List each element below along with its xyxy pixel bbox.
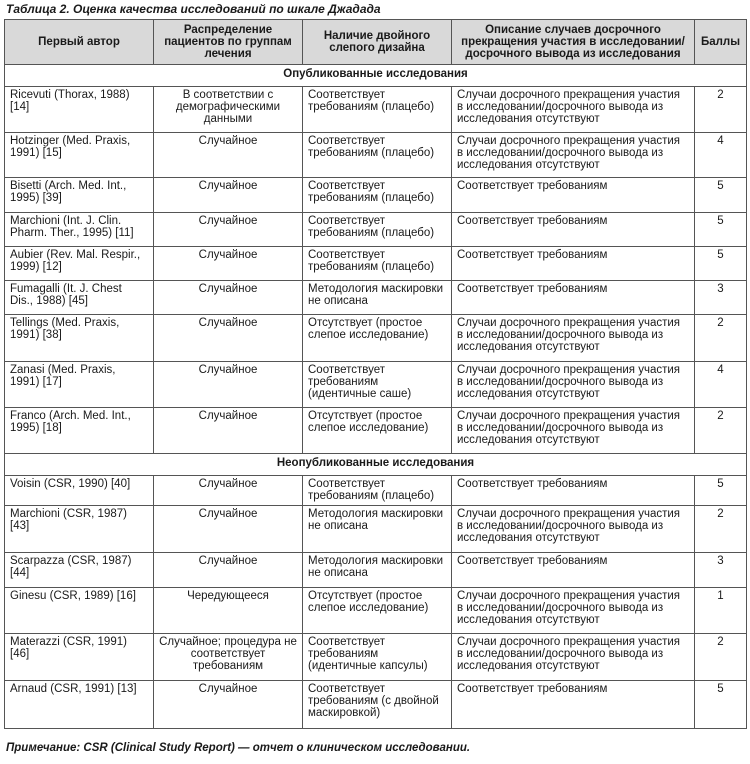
unpublished-section <box>5 454 747 729</box>
cell-author: Franco (Arch. Med. Int., 1995) [18] <box>5 408 154 454</box>
cell-randomization: Случайное <box>154 476 303 506</box>
header-randomization: Распределение пациентов по группам лечения <box>154 20 303 65</box>
cell-score: 2 <box>695 506 747 553</box>
table-row <box>5 87 747 133</box>
cell-randomization: Случайное <box>154 553 303 588</box>
cell-double-blind: Методология маскировки не описана <box>303 506 452 553</box>
cell-author: Ricevuti (Thorax, 1988) [14] <box>5 87 154 133</box>
cell-withdrawals: Случаи досрочного прекращения участия в исследовании/досрочного вывода из исследования отсутствуют <box>452 408 695 454</box>
table-row <box>5 315 747 362</box>
table-row <box>5 247 747 281</box>
cell-author: Bisetti (Arch. Med. Int., 1995) [39] <box>5 178 154 213</box>
cell-double-blind: Отсутствует (простое слепое исследование) <box>303 315 452 362</box>
cell-withdrawals: Случаи досрочного прекращения участия в исследовании/досрочного вывода из исследования отсутствуют <box>452 315 695 362</box>
table-note: Примечание: CSR (Clinical Study Report) — отчет о клиническом исследовании. <box>6 742 471 754</box>
cell-score: 2 <box>695 634 747 681</box>
cell-randomization: Чередующееся <box>154 588 303 634</box>
cell-double-blind: Методология маскировки не описана <box>303 553 452 588</box>
cell-author: Zanasi (Med. Praxis, 1991) [17] <box>5 362 154 408</box>
header-author: Первый автор <box>5 20 154 65</box>
cell-randomization: Случайное <box>154 247 303 281</box>
cell-author: Materazzi (CSR, 1991) [46] <box>5 634 154 681</box>
cell-author: Arnaud (CSR, 1991) [13] <box>5 681 154 729</box>
header-withdrawals: Описание случаев досрочного прекращения участия в исследовании/досрочного вывода из исследования <box>452 20 695 65</box>
cell-randomization: Случайное <box>154 281 303 315</box>
cell-author: Tellings (Med. Praxis, 1991) [38] <box>5 315 154 362</box>
cell-double-blind: Соответствует требованиям (идентичные саше) <box>303 362 452 408</box>
cell-randomization: Случайное <box>154 213 303 247</box>
cell-withdrawals: Соответствует требованиям <box>452 178 695 213</box>
published-section <box>5 65 747 454</box>
cell-randomization: Случайное <box>154 178 303 213</box>
table-row <box>5 133 747 178</box>
cell-score: 5 <box>695 476 747 506</box>
cell-randomization: В соответствии с демографическими данными <box>154 87 303 133</box>
table-row <box>5 362 747 408</box>
jadad-table <box>4 19 747 729</box>
cell-withdrawals: Соответствует требованиям <box>452 247 695 281</box>
cell-score: 4 <box>695 133 747 178</box>
cell-score: 2 <box>695 408 747 454</box>
cell-double-blind: Отсутствует (простое слепое исследование) <box>303 408 452 454</box>
cell-withdrawals: Соответствует требованиям <box>452 553 695 588</box>
header-score: Баллы <box>695 20 747 65</box>
table-row <box>5 634 747 681</box>
table-row <box>5 178 747 213</box>
cell-score: 2 <box>695 315 747 362</box>
table-row <box>5 476 747 506</box>
cell-author: Aubier (Rev. Mal. Respir., 1999) [12] <box>5 247 154 281</box>
cell-score: 3 <box>695 553 747 588</box>
cell-double-blind: Соответствует требованиям (плацебо) <box>303 178 452 213</box>
section-row-published <box>5 65 747 87</box>
cell-score: 5 <box>695 213 747 247</box>
cell-author: Hotzinger (Med. Praxis, 1991) [15] <box>5 133 154 178</box>
cell-double-blind: Отсутствует (простое слепое исследование) <box>303 588 452 634</box>
cell-score: 2 <box>695 87 747 133</box>
table-row <box>5 408 747 454</box>
cell-withdrawals: Случаи досрочного прекращения участия в исследовании/досрочного вывода из исследования отсутствуют <box>452 588 695 634</box>
cell-withdrawals: Соответствует требованиям <box>452 476 695 506</box>
table-row <box>5 506 747 553</box>
cell-double-blind: Соответствует требованиям (плацебо) <box>303 133 452 178</box>
cell-withdrawals: Случаи досрочного прекращения участия в исследовании/досрочного вывода из исследования отсутствуют <box>452 87 695 133</box>
cell-double-blind: Соответствует требованиям (плацебо) <box>303 476 452 506</box>
header-double-blind: Наличие двойного слепого дизайна <box>303 20 452 65</box>
cell-score: 3 <box>695 281 747 315</box>
cell-score: 5 <box>695 681 747 729</box>
cell-withdrawals: Случаи досрочного прекращения участия в исследовании/досрочного вывода из исследования отсутствуют <box>452 634 695 681</box>
cell-double-blind: Соответствует требованиям (плацебо) <box>303 213 452 247</box>
cell-double-blind: Соответствует требованиям (идентичные капсулы) <box>303 634 452 681</box>
cell-randomization: Случайное <box>154 408 303 454</box>
cell-withdrawals: Соответствует требованиям <box>452 681 695 729</box>
cell-author: Voisin (CSR, 1990) [40] <box>5 476 154 506</box>
table-row <box>5 213 747 247</box>
cell-withdrawals: Случаи досрочного прекращения участия в исследовании/досрочного вывода из исследования отсутствуют <box>452 506 695 553</box>
cell-randomization: Случайное; процедура не соответствует требованиям <box>154 634 303 681</box>
cell-author: Marchioni (CSR, 1987) [43] <box>5 506 154 553</box>
table-row <box>5 588 747 634</box>
cell-randomization: Случайное <box>154 681 303 729</box>
cell-score: 1 <box>695 588 747 634</box>
table-row <box>5 281 747 315</box>
table-row <box>5 681 747 729</box>
cell-author: Scarpazza (CSR, 1987) [44] <box>5 553 154 588</box>
cell-double-blind: Соответствует требованиям (плацебо) <box>303 87 452 133</box>
cell-withdrawals: Соответствует требованиям <box>452 281 695 315</box>
table-header-row <box>5 20 747 65</box>
cell-randomization: Случайное <box>154 506 303 553</box>
cell-score: 5 <box>695 178 747 213</box>
cell-double-blind: Методология маскировки не описана <box>303 281 452 315</box>
cell-author: Fumagalli (It. J. Chest Dis., 1988) [45] <box>5 281 154 315</box>
cell-withdrawals: Соответствует требованиям <box>452 213 695 247</box>
cell-withdrawals: Случаи досрочного прекращения участия в исследовании/досрочного вывода из исследования отсутствуют <box>452 362 695 408</box>
cell-withdrawals: Случаи досрочного прекращения участия в исследовании/досрочного вывода из исследования отсутствуют <box>452 133 695 178</box>
cell-randomization: Случайное <box>154 315 303 362</box>
cell-score: 5 <box>695 247 747 281</box>
section-title-unpublished: Неопубликованные исследования <box>5 454 747 476</box>
cell-double-blind: Соответствует требованиям (с двойной маскировкой) <box>303 681 452 729</box>
cell-author: Ginesu (CSR, 1989) [16] <box>5 588 154 634</box>
section-title-published: Опубликованные исследования <box>5 65 747 87</box>
cell-double-blind: Соответствует требованиям (плацебо) <box>303 247 452 281</box>
cell-author: Marchioni (Int. J. Clin. Pharm. Ther., 1995) [11] <box>5 213 154 247</box>
section-row-unpublished <box>5 454 747 476</box>
cell-randomization: Случайное <box>154 362 303 408</box>
cell-score: 4 <box>695 362 747 408</box>
table-row <box>5 553 747 588</box>
cell-randomization: Случайное <box>154 133 303 178</box>
table-caption: Таблица 2. Оценка качества исследований по шкале Джадада <box>6 2 381 16</box>
